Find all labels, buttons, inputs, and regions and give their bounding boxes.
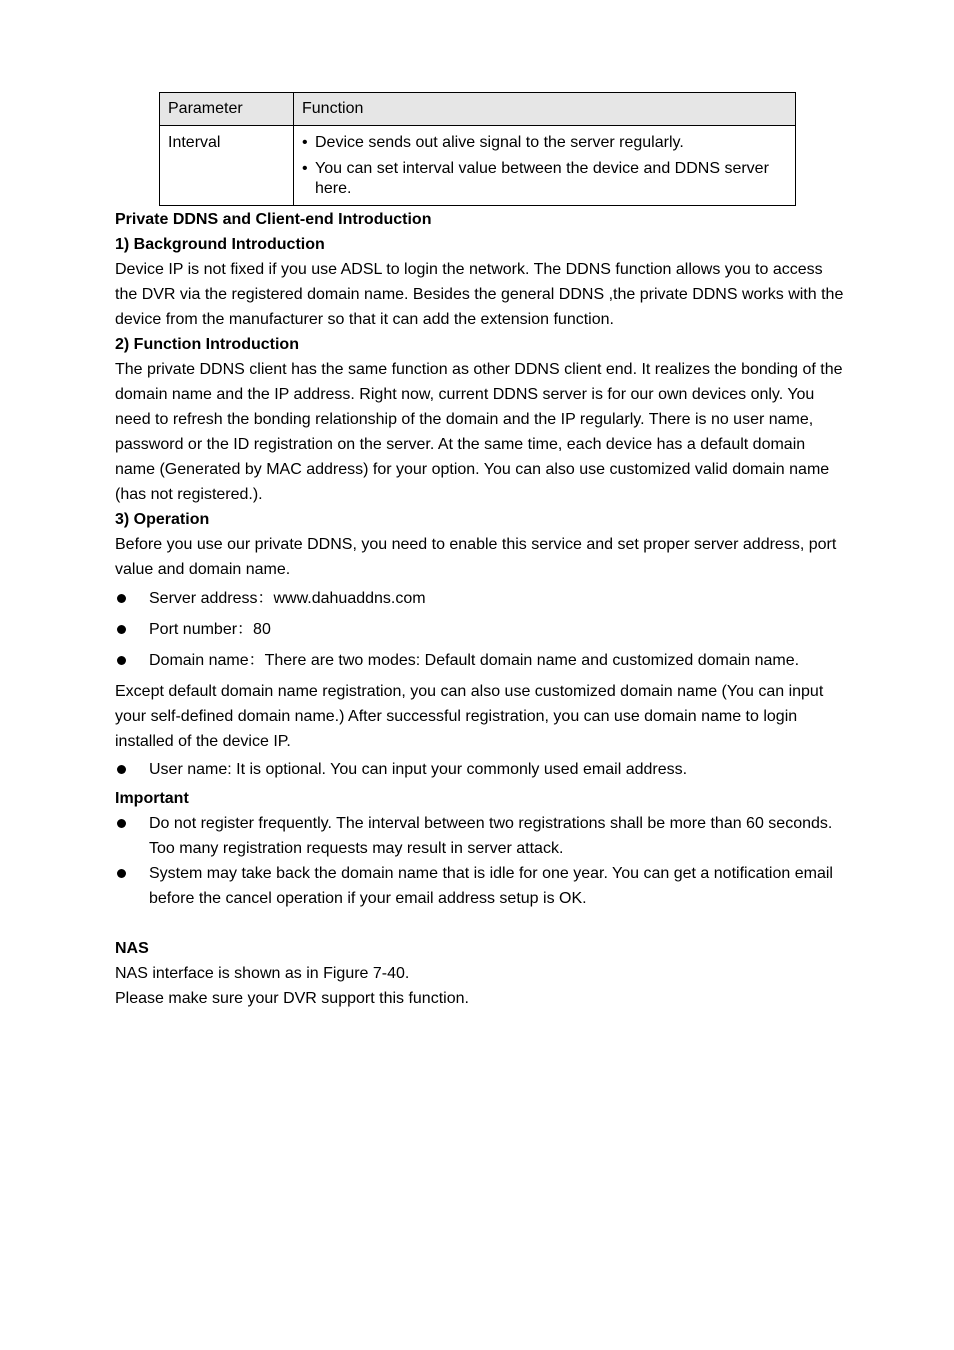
function-paragraph: The private DDNS client has the same function as other DDNS client end. It realizes the bonding of the domain name and the IP address. Right now, current DDNS server is for our own devices only. You need to refresh the bonding relationship of the domain and the IP regularly. There is no user name, password or the ID registration on the server. At the same time, each device has a default domain name (Generated by MAC address) for your option. You can also use customized valid domain name (has not registered.). (115, 361, 843, 503)
private-ddns-heading: Private DDNS and Client-end Introduction (115, 211, 432, 228)
important-bullet-list (115, 811, 845, 911)
list-item: System may take back the domain name that is idle for one year. You can get a notification email before the cancel operation if your email address setup is OK. (115, 861, 845, 911)
list-item: Do not register frequently. The interval between two registrations shall be more than 60 seconds. Too many registration requests may result in server attack. (115, 811, 845, 861)
bullet-icon (117, 765, 126, 774)
parameter-table (159, 92, 796, 206)
user-bullet-list (115, 757, 845, 782)
table-cell-parameter: Interval (160, 126, 294, 206)
domain-paragraph: Except default domain name registration, you can also use customized domain name (You can input your self-defined domain name.) After successful registration, you can use domain name to login installed of the device IP. (115, 683, 824, 750)
bullet-icon: • (302, 160, 308, 177)
list-item: Server address：www.dahuaddns.com (115, 586, 845, 611)
nas-paragraph-1: NAS interface is shown as in Figure 7-40. (115, 965, 410, 982)
background-paragraph: Device IP is not fixed if you use ADSL to login the network. The DDNS function allows you to access the DVR via the registered domain name. Besides the general DDNS ,the private DDNS works with the device from the manufacturer so that it can add the extension function. (115, 261, 844, 328)
table-cell-function (294, 126, 796, 206)
bullet-icon (117, 594, 126, 603)
list-item: Port number：80 (115, 617, 845, 642)
bullet-icon (117, 625, 126, 634)
table-header-row (160, 93, 796, 126)
list-item: Domain name：There are two modes: Default domain name and customized domain name. (115, 648, 845, 673)
table-header-function: Function (294, 93, 796, 126)
operation-bullet-list (115, 586, 845, 673)
nas-heading: NAS (115, 940, 149, 957)
function-heading: 2) Function Introduction (115, 336, 299, 353)
table-bullet: • Device sends out alive signal to the server regularly. (302, 134, 684, 151)
operation-paragraph: Before you use our private DDNS, you need to enable this service and set proper server address, port value and domain name. (115, 536, 837, 578)
background-heading: 1) Background Introduction (115, 236, 325, 253)
bullet-icon (117, 656, 126, 665)
important-heading: Important (115, 790, 189, 807)
document-page (115, 92, 845, 1011)
table-row (160, 126, 796, 206)
table-bullet: • You can set interval value between the device and DDNS server here. (302, 160, 769, 197)
nas-paragraph-2: Please make sure your DVR support this function. (115, 990, 469, 1007)
operation-heading: 3) Operation (115, 511, 210, 528)
list-item: User name: It is optional. You can input your commonly used email address. (115, 757, 845, 782)
bullet-icon (117, 819, 126, 828)
table-header-parameter: Parameter (160, 93, 294, 126)
bullet-icon (117, 869, 126, 878)
bullet-icon: • (302, 134, 308, 151)
